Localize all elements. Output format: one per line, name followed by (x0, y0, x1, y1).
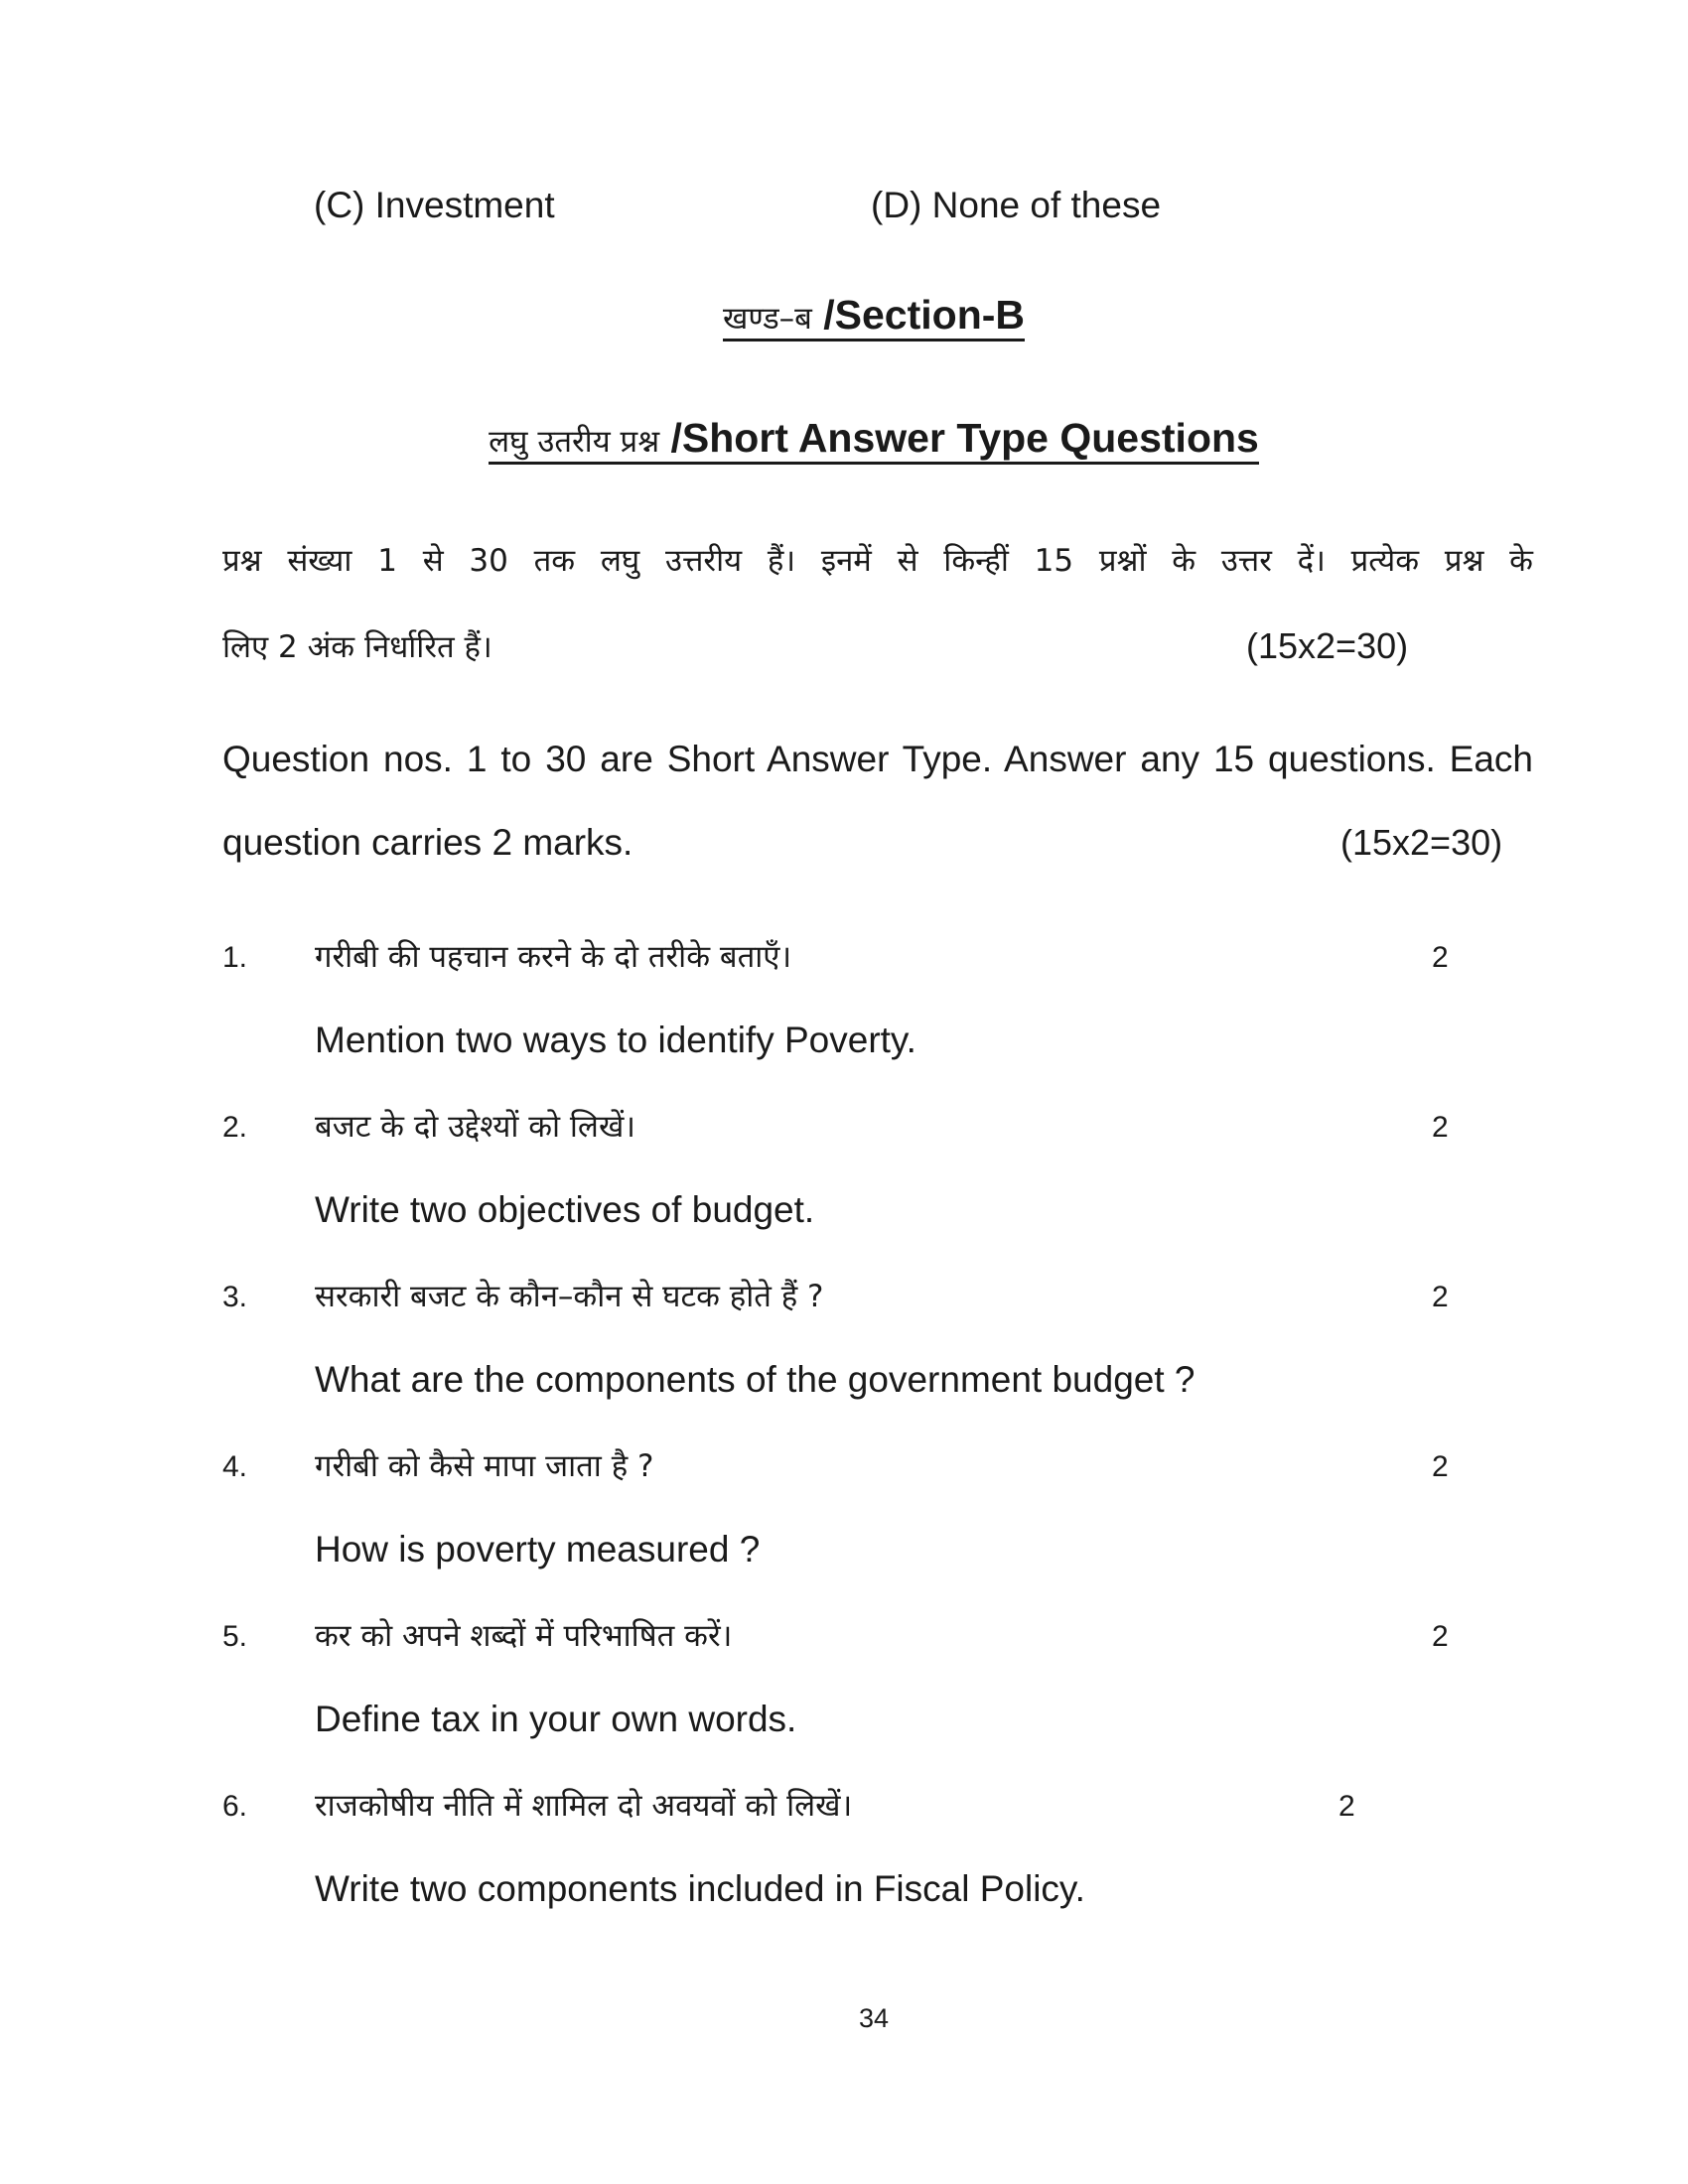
question-number: 6. (222, 1790, 248, 1823)
section-heading-hindi: खण्ड–ब (722, 301, 812, 337)
question-hindi: राजकोषीय नीति में शामिल दो अवयवों को लिखें। (315, 1788, 853, 1824)
section-heading-english: Section-B (834, 292, 1026, 338)
question-marks: 2 (1432, 1281, 1449, 1313)
subsection-heading-separator: / (659, 415, 682, 461)
question-hindi: गरीबी की पहचान करने के दो तरीके बताएँ। (315, 939, 792, 975)
question-hindi: कर को अपने शब्दों में परिभाषित करें। (315, 1618, 733, 1654)
question-hindi: सरकारी बजट के कौन–कौन से घटक होते हैं ? (315, 1279, 824, 1314)
page-number: 34 (858, 2003, 890, 2033)
subsection-heading-hindi: लघु उतरीय प्रश्न (489, 424, 660, 460)
option-d: (D) None of these (871, 185, 1162, 225)
question-hindi: बजट के दो उद्देश्यों को लिखें। (315, 1109, 636, 1145)
question-english: What are the components of the government budget ? (315, 1359, 1196, 1400)
question-english: Write two objectives of budget. (315, 1189, 815, 1230)
option-c: (C) Investment (314, 185, 555, 225)
section-heading-separator: / (811, 292, 835, 338)
question-number: 2. (222, 1111, 248, 1144)
question-marks: 2 (1338, 1790, 1355, 1823)
question-english: How is poverty measured ? (315, 1529, 761, 1570)
question-marks: 2 (1432, 941, 1449, 974)
question-number: 5. (222, 1620, 248, 1653)
question-number: 1. (222, 941, 248, 974)
question-marks: 2 (1432, 1620, 1449, 1653)
question-number: 3. (222, 1281, 248, 1313)
instructions-english-line1: Question nos. 1 to 30 are Short Answer Type. Answer any 15 questions. Each (222, 739, 1533, 779)
instructions-english-marks: (15x2=30) (1340, 822, 1503, 863)
question-number: 4. (222, 1450, 248, 1483)
instructions-hindi-marks: (15x2=30) (1246, 625, 1409, 666)
subsection-heading-english: Short Answer Type Questions (681, 415, 1259, 461)
instructions-english-line2: question carries 2 marks. (222, 822, 633, 863)
instructions-hindi-line2: लिए 2 अंक निर्धारित हैं। (222, 629, 492, 665)
question-english: Write two components included in Fiscal Policy. (315, 1868, 1085, 1909)
question-marks: 2 (1432, 1450, 1449, 1483)
instructions-hindi-line1: प्रश्न संख्या 1 से 30 तक लघु उत्तरीय हैं। इनमें से किन्हीं 15 प्रश्नों के उत्तर दें। प्रत्येक प्रश्न के (222, 543, 1533, 579)
question-hindi: गरीबी को कैसे मापा जाता है ? (315, 1448, 654, 1484)
subsection-heading (0, 417, 1688, 465)
question-english: Define tax in your own words. (315, 1699, 797, 1739)
question-english: Mention two ways to identify Poverty. (315, 1020, 916, 1060)
section-heading (0, 294, 1688, 341)
question-marks: 2 (1432, 1111, 1449, 1144)
